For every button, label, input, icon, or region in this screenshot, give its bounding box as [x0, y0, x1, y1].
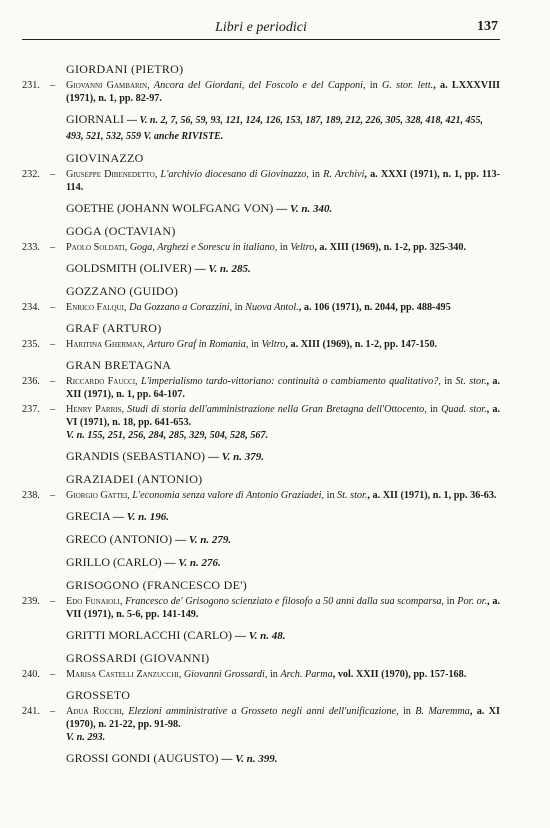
bibliography-entry [22, 375, 500, 401]
entry-journal: Nuova Antol. [245, 302, 299, 313]
entry-citation: , vol. XXII (1970), pp. 157-168. [332, 669, 467, 680]
entry-author: Edo Funaioli, [66, 596, 123, 607]
bibliography-entry [22, 489, 500, 502]
entry-dash: – [50, 596, 56, 607]
entry-number: 239. [22, 596, 40, 607]
cross-reference [22, 555, 500, 571]
entry-connector: in [443, 596, 458, 607]
bibliography-entry [22, 241, 500, 254]
entry-title: L'archivio diocesano di Giovinazzo, [160, 169, 309, 180]
cross-reference [22, 449, 500, 465]
entry-author: Giorgio Gattei, [66, 490, 130, 501]
entry-number: 232. [22, 169, 40, 180]
bibliography-entry [22, 705, 500, 744]
bibliography-entry [22, 301, 500, 314]
entry-note: V. n. 155, 251, 256, 284, 285, 329, 504, 528, 567. [66, 430, 269, 441]
entry-connector: in [248, 339, 262, 350]
entry-author: Riccardo Faucci, [66, 376, 138, 387]
entry-title: Giovanni Grossardi, [183, 669, 268, 680]
entry-author: Marisa Castelli Zanzucchi, [66, 669, 182, 680]
entry-citation: , a. XII (1971), n. 1, pp. 36-63. [367, 490, 497, 501]
cross-reference-target: — V. n. 285. [194, 263, 251, 275]
entry-body [66, 705, 500, 744]
running-header [22, 19, 500, 40]
page-number: 137 [477, 19, 498, 34]
cross-reference-target: — V. n. 2, 7, 56, 59, 93, 121, 124, 126, 153, 187, 189, 212, 226, 305, 328, 418, 421, 455, 493, 521, 532, 559 V. anche RIVISTE. [66, 115, 483, 142]
entry-citation: , a. XIII (1969), n. 1-2, pp. 147-150. [285, 339, 438, 350]
cross-reference-name: GOETHE (JOHANN WOLFGANG VON) [66, 201, 274, 215]
entry-number: 236. [22, 376, 40, 387]
entry-number: 235. [22, 339, 40, 350]
entry-dash: – [50, 376, 56, 387]
entry-citation: , a. XI (1970), n. 21-22, pp. 91-98. [66, 706, 501, 730]
entry-dash: – [50, 404, 56, 415]
entry-citation: , a. VI (1971), n. 18, pp. 641-653. [66, 404, 501, 428]
entry-citation: , a. XXXI (1971), n. 1, pp. 113-114. [66, 169, 500, 193]
entry-connector: in [267, 669, 281, 680]
cross-reference-name: GIORNALI [66, 112, 124, 126]
cross-reference-name: GROSSI GONDI (AUGUSTO) [66, 751, 219, 765]
entry-citation: , a. XIII (1969), n. 1-2, pp. 325-340. [314, 242, 467, 253]
bibliography-list [22, 55, 500, 772]
entry-author: Giuseppe Dibenedetto, [66, 169, 158, 180]
section-heading: GRAZIADEI (ANTONIO) [66, 472, 203, 486]
cross-reference-target: — V. n. 196. [113, 511, 170, 523]
cross-reference-target: — V. n. 379. [208, 451, 265, 463]
entry-dash: – [50, 706, 56, 717]
entry-dash: – [50, 669, 56, 680]
entry-title: Goga, Arghezi e Sorescu in italiano, [129, 242, 278, 253]
cross-reference-name: GRANDIS (SEBASTIANO) [66, 449, 206, 463]
entry-number: 237. [22, 404, 40, 415]
section-heading: GRAN BRETAGNA [66, 358, 172, 372]
cross-reference [22, 112, 500, 144]
entry-dash: – [50, 169, 56, 180]
entry-dash: – [50, 302, 56, 313]
section-heading: GOZZANO (GUIDO) [66, 284, 179, 298]
entry-body [66, 168, 500, 194]
section-heading: GOGA (OCTAVIAN) [66, 224, 176, 238]
entry-connector: in [277, 242, 291, 253]
entry-body [66, 595, 500, 621]
entry-title: Arturo Graf in Romania, [147, 339, 249, 350]
running-title: Libri e periodici [215, 20, 307, 35]
entry-number: 241. [22, 706, 40, 717]
entry-title: Francesco de' Grisogono scienziato e filosofo a 50 anni dalla sua scomparsa, [125, 596, 444, 607]
entry-citation: , a. 106 (1971), n. 2044, pp. 488-495 [298, 302, 451, 313]
entry-body [66, 241, 500, 254]
cross-reference-target: — V. n. 399. [221, 753, 278, 765]
entry-connector: in [308, 169, 324, 180]
bibliography-entry [22, 168, 500, 194]
cross-reference [22, 532, 500, 548]
entry-author: Giovanni Gambarin, [66, 80, 150, 91]
entry-journal: St. stor. [337, 490, 368, 501]
entry-connector: in [440, 376, 456, 387]
bibliography-entry [22, 79, 500, 105]
entry-journal: St. stor. [455, 376, 487, 387]
entry-dash: – [50, 339, 56, 350]
entry-body [66, 489, 500, 502]
entry-note: V. n. 293. [66, 732, 106, 743]
bibliography-entry [22, 403, 500, 442]
entry-author: Paolo Soldati, [66, 242, 128, 253]
entry-journal: R. Archivi [323, 169, 365, 180]
entry-journal: Arch. Parma [280, 669, 333, 680]
cross-reference-target: — V. n. 279. [175, 534, 232, 546]
section-heading: GRISOGONO (FRANCESCO DE') [66, 578, 248, 592]
cross-reference-name: GRILLO (CARLO) [66, 555, 162, 569]
bibliography-entry [22, 595, 500, 621]
cross-reference [22, 201, 500, 217]
entry-body [66, 403, 500, 442]
entry-title: Ancora del Giordani, del Foscolo e del Capponi, [153, 80, 366, 91]
entry-dash: – [50, 490, 56, 501]
entry-body [66, 668, 500, 681]
entry-number: 233. [22, 242, 40, 253]
entry-connector: in [426, 404, 442, 415]
entry-connector: in [324, 490, 338, 501]
entry-journal: Veltro [290, 242, 315, 253]
entry-dash: – [50, 80, 56, 91]
bibliography-entry [22, 338, 500, 351]
cross-reference [22, 509, 500, 525]
entry-connector: in [365, 80, 382, 91]
entry-title: Da Gozzano a Corazzini, [129, 302, 233, 313]
cross-reference-name: GRECIA [66, 509, 111, 523]
entry-citation: , a. XII (1971), n. 1, pp. 64-107. [66, 376, 501, 400]
entry-journal: G. stor. lett. [381, 80, 434, 91]
entry-citation: , a. VII (1971), n. 5-6, pp. 141-149. [66, 596, 500, 620]
entry-body [66, 301, 500, 314]
entry-connector: in [232, 302, 246, 313]
entry-body [66, 338, 500, 351]
entry-title: L'imperialismo tardo-vittoriano: continuità o cambiamento qualitativo?, [140, 376, 441, 387]
section-heading: GROSSETO [66, 688, 131, 702]
cross-reference-target: — V. n. 340. [276, 203, 333, 215]
entry-connector: in [398, 706, 416, 717]
bibliography-entry [22, 668, 500, 681]
entry-journal: Veltro [261, 339, 286, 350]
section-heading: GIORDANI (PIETRO) [66, 62, 184, 76]
entry-title: Studi di storia dell'amministrazione nella Gran Bretagna dell'Ottocento, [127, 404, 427, 415]
entry-number: 231. [22, 80, 40, 91]
entry-author: Haritina Gherman, [66, 339, 145, 350]
entry-citation: , a. LXXXVIII (1971), n. 1, pp. 82-97. [66, 80, 501, 104]
cross-reference [22, 628, 500, 644]
entry-body [66, 79, 500, 105]
entry-author: Adua Rocchi, [66, 706, 124, 717]
cross-reference [22, 751, 500, 767]
section-heading: GIOVINAZZO [66, 151, 144, 165]
cross-reference-name: GOLDSMITH (OLIVER) [66, 261, 192, 275]
entry-title: L'economia senza valore di Antonio Graziadei, [132, 490, 325, 501]
cross-reference [22, 261, 500, 277]
entry-author: Henry Parris, [66, 404, 125, 415]
entry-number: 238. [22, 490, 40, 501]
entry-number: 234. [22, 302, 40, 313]
entry-journal: B. Maremma [415, 706, 470, 717]
entry-title: Elezioni amministrative a Grosseto negli anni dell'unificazione, [128, 706, 399, 717]
entry-body [66, 375, 500, 401]
cross-reference-target: — V. n. 48. [235, 630, 286, 642]
cross-reference-name: GRECO (ANTONIO) [66, 532, 173, 546]
entry-journal: Quad. stor. [441, 404, 487, 415]
entry-journal: Por. or. [457, 596, 488, 607]
cross-reference-target: — V. n. 276. [164, 557, 221, 569]
entry-dash: – [50, 242, 56, 253]
cross-reference-name: GRITTI MORLACCHI (CARLO) [66, 628, 232, 642]
section-heading: GRAF (ARTURO) [66, 321, 162, 335]
entry-author: Enrico Falqui, [66, 302, 127, 313]
entry-number: 240. [22, 669, 40, 680]
section-heading: GROSSARDI (GIOVANNI) [66, 651, 210, 665]
